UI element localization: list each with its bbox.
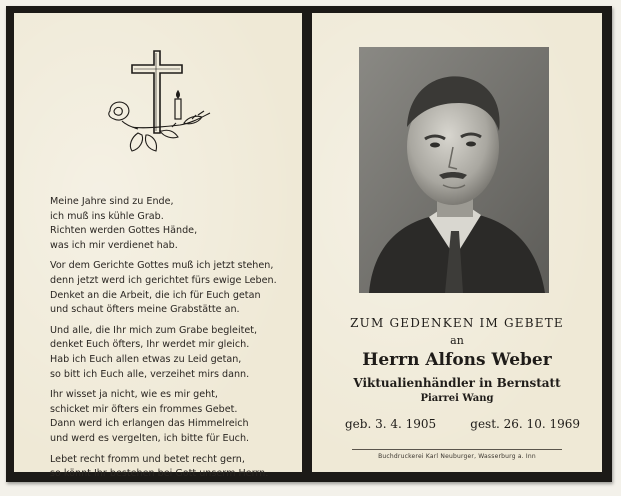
verse-stanza [50,453,300,482]
memorial-card [6,6,612,482]
verse-stanza [50,324,300,382]
cross-icon [132,51,182,133]
memorial-heading: ZUM GEDENKEN IM GEBETE [350,316,564,330]
verse-line: ich muß ins kühle Grab. [50,210,164,222]
portrait-photo [359,47,549,293]
verse-line: und schaut öfters meine Grabstätte an. [50,304,240,316]
deceased-name: Herrn Alfons Weber [362,350,552,370]
verse-line: und werd es vergelten, ich bitte für Euch. [50,432,250,444]
verse-line: Dann werd ich erlangen das Himmelreich [50,418,249,430]
verse-line: Vor dem Gerichte Gottes muß ich jetzt stehen, [50,260,274,272]
memorial-an: an [450,334,464,347]
verse-line: so bitt ich Euch alle, verzeihet mirs dann. [50,368,250,380]
verse-line: denn jetzt werd ich gerichtet fürs ewige Leben. [50,274,277,286]
candle-icon [175,91,181,119]
verse-line: Lebet recht fromm und betet recht gern, [50,453,245,465]
verse-line: Richten werden Gottes Hände, [50,225,198,237]
death-date: gest. 26. 10. 1969 [470,417,580,431]
memorial-verse [50,195,300,488]
verse-line: Denket an die Arbeit, die ich für Euch getan [50,289,261,301]
verse-stanza [50,195,300,253]
cross-emblem [102,41,222,159]
verse-line: was ich mir verdienet hab. [50,239,178,251]
portrait-image [359,47,549,293]
verse-stanza [50,388,300,446]
verse-line: so könnt Ihr bestehen bei Gott unserm Herrn. [50,468,269,480]
verse-line: Hab ich Euch allen etwas zu Leid getan, [50,353,242,365]
left-panel [14,13,302,480]
verse-line: schicket mir öfters ein frommes Gebet. [50,403,238,415]
birth-date: geb. 3. 4. 1905 [345,417,437,431]
verse-line: Meine Jahre sind zu Ende, [50,196,174,207]
deceased-parish: Piarrei Wang [420,393,494,404]
verse-line: denket Euch öfters, Ihr werdet mir gleich. [50,339,250,351]
verse-stanza [50,259,300,317]
printer-credit: Buchdruckerei Karl Neuburger, Wasserburg a. Inn [378,453,536,460]
printer-divider [352,449,562,450]
verse-line: Und alle, die Ihr mich zum Grabe begleitet, [50,324,258,336]
verse-line: Ihr wisset ja nicht, wie es mir geht, [50,389,218,401]
right-panel [312,13,602,472]
deceased-occupation: Viktualienhändler in Bernstatt [353,376,561,390]
